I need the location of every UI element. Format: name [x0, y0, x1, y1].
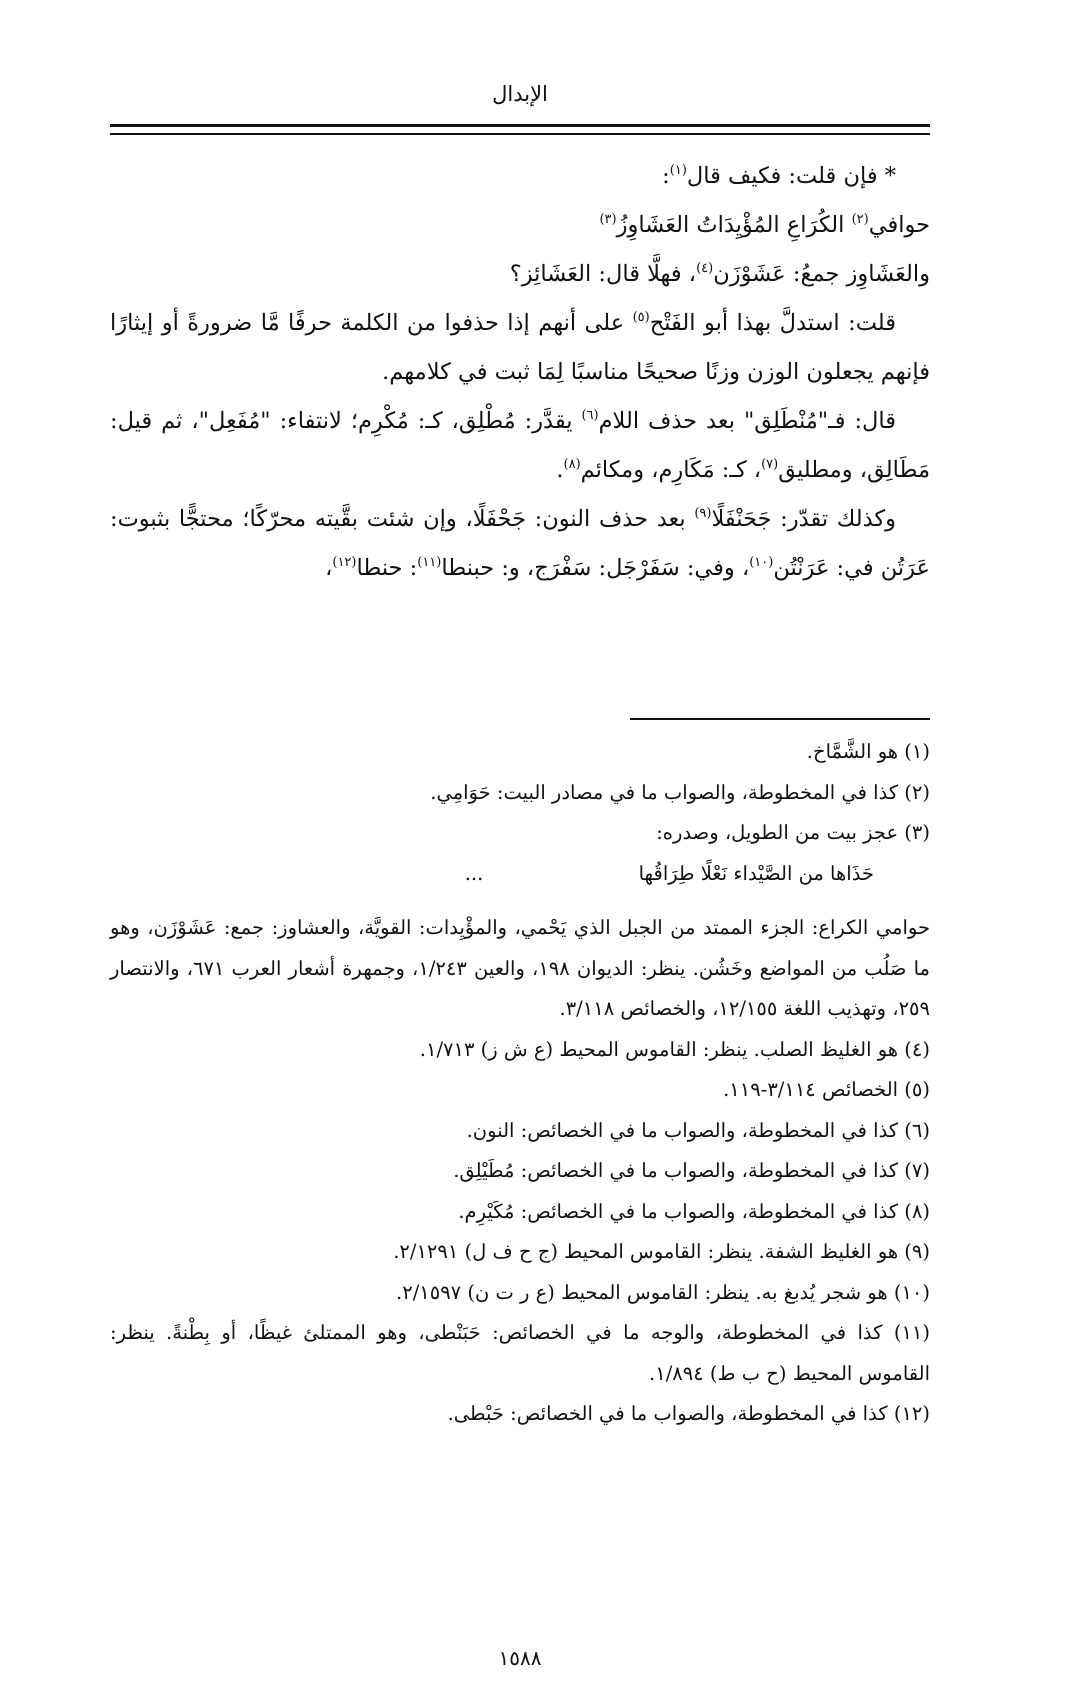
footnote-7: (٧) كذا في المخطوطة، والصواب ما في الخصائص: مُطَيْلِق. [453, 1159, 930, 1182]
footnote-3-explanation: حوامي الكراع: الجزء الممتد من الجبل الذي يَحْمي، والمؤْيِدات: القويَّة، والعشاوز: جمع: عَشَوْزَن، وهو ما صَلُب من المواضع وخَشُن. ينظر: الديوان ١٩٨، والعين ١/٢٤٣، وجمهرة أشعار العرب ٦٧١، والانتصار ٢٥٩، وتهذيب اللغة ١٢/١٥٥، والخصائص ٣/١١٨. [110, 916, 930, 1020]
footnote-ref: (١٠) [749, 555, 774, 570]
footnote-9: (٩) هو الغليظ الشفة. ينظر: القاموس المحيط (ج ح ف ل) ٢/١٢٩١. [393, 1240, 930, 1263]
footnote-10: (١٠) هو شجر يُدبغ به. ينظر: القاموس المحيط (ع ر ت ن) ٢/١٥٩٧. [396, 1280, 930, 1304]
footnote-11: (١١) كذا في المخطوطة، والوجه ما في الخصائص: حَبَنْطى، وهو الممتلئ غيظًا، أو بِطْنةً. ينظر: القاموس المحيط (ح ب ط) ١/٨٩٤. [110, 1321, 930, 1385]
paragraph-plural: والعَشَاوِز جمعُ: عَشَوْزَن$^{(٤)}$، فهلَّا قال: العَشَائِز؟ [509, 261, 930, 287]
header-rule-thick [110, 124, 930, 127]
page-number: ١٥٨٨ [498, 1646, 542, 1670]
main-text [110, 152, 930, 593]
footnote-ref: (٤) [696, 261, 714, 276]
footnote-8: (٨) كذا في المخطوطة، والصواب ما في الخصائص: مُكَيْرِم. [458, 1199, 930, 1223]
paragraph-mutaliq: قال: فـ"مُنْطَلِق" بعد حذف اللام$^{(٦)}$ يقدَّر: مُطْلِق، كـ: مُكْرِم؛ لانتفاء: "مُفَعِل"، ثم قيل: مَطَالِق، ومطليق$^{(٧)}$، كـ: مَكَارِم، ومكائم$^{(٨)}$. [110, 408, 930, 483]
paragraph-question: * فإن قلت: فكيف قال$^{(١)}$: [662, 163, 896, 189]
footnote-ref: (١) [669, 163, 687, 178]
paragraph-jahanfal: وكذلك تقدّر: جَحَنْفَلًا$^{(٩)}$ بعد حذف النون: جَحْفَلًا، وإن شئت بقَّيته محرّكًا؛ محتجًّا بثبوت: عَرَتُن في: عَرَنْتُن$^{(١٠)}$، وفي: سَفَرْجَل: سَفْرَج، و: حبنطا$^{(١١)}$: حنطا$^{(١٢)}$، [110, 506, 930, 581]
footnote-ref: (٦) [581, 408, 599, 423]
footnote-6: (٦) كذا في المخطوطة، والصواب ما في الخصائص: النون. [466, 1118, 930, 1142]
footnote-gap [110, 894, 930, 908]
document-page [110, 0, 930, 1698]
footnote-ref: (٥) [632, 310, 650, 325]
header-rule-thin [110, 133, 930, 135]
footnote-3-verse [110, 854, 930, 895]
footnote-ref: (٣) [599, 212, 617, 227]
footnotes [110, 732, 930, 1435]
paragraph-answer: قلت: استدلَّ بهذا أبو الفَتْح$^{(٥)}$ على أنهم إذا حذفوا من الكلمة حرفًا مَّا ضرورةً أو إيثارًا فإنهم يجعلون الوزن وزنًا صحيحًا مناسبًا لِمَا ثبت في كلامهم. [110, 310, 930, 385]
footnote-ref: (٩) [694, 506, 712, 521]
footnote-2: (٢) كذا في المخطوطة، والصواب ما في مصادر البيت: حَوَامِي. [430, 780, 930, 804]
footnote-4: (٤) هو الغليظ الصلب. ينظر: القاموس المحيط (ع ش ز) ١/٧١٣. [419, 1037, 930, 1061]
footnote-ref: (١٢) [332, 555, 357, 570]
footnote-ref: (٢) [851, 212, 869, 227]
footnote-ref: (١١) [417, 555, 442, 570]
running-title: الإبدال [492, 82, 548, 106]
footnote-5: (٥) الخصائص ٣/١١٤-١١٩. [723, 1078, 930, 1101]
footnote-separator [630, 718, 930, 720]
footnote-1: (١) هو الشَّمَّاخ. [806, 740, 930, 763]
footnote-ref: (٨) [563, 457, 581, 472]
footnote-3: (٣) عجز بيت من الطويل، وصدره: [656, 821, 930, 844]
verse-first-hemistich: حَذَاها من الصَّيْداء نَعْلًا طِرَاقُها [638, 861, 874, 885]
footnote-ref: (٧) [761, 457, 779, 472]
footnote-12: (١٢) كذا في المخطوطة، والصواب ما في الخصائص: حَبْطى. [447, 1402, 930, 1425]
quoted-verse: حوافي$^{(٢)}$ الكُرَاعِ المُؤْيِدَاتُ العَشَاوِزُ$^{(٣)}$ [599, 212, 930, 238]
verse-second-hemistich: ... [464, 861, 484, 885]
